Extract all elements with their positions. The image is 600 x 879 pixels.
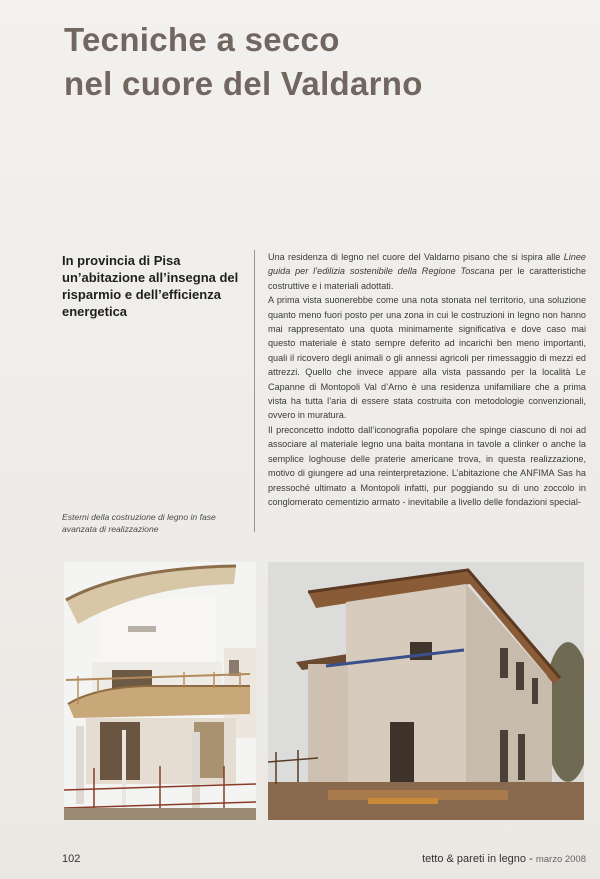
footer-separator: - [526, 853, 536, 865]
house-balcony-illustration [64, 562, 256, 820]
body-paragraph-1 [268, 250, 586, 293]
magazine-name: tetto & pareti in legno [422, 853, 527, 865]
p1-text-b: per le caratteristiche costruttive e i materiali adottati. [268, 266, 586, 291]
page-number: 102 [62, 853, 81, 865]
p1-text-a: Una residenza di legno nel cuore del Valdarno pisano che si ispira alle [268, 252, 564, 262]
photo-caption: Esterni della costruzione di legno in fase avanzata di realizzazione [62, 512, 216, 534]
body-paragraph-3: Il preconcetto indotto dall’iconografia popolare che spinge ciascuno di noi ad associare al materiale legno una baita montana in tavole a clinker o anche la semplice loghouse delle praterie americane trova, in questa realizzazione, motivo di giungere ad una reinterpretazione. L’abitazione che ANFIMA Sas ha pressoché ultimato a Montopoli infatti, pur poggiando su di uno zoccolo in conglomerato cementizio armato - inevitabile a livello delle fondazioni special- [268, 424, 586, 507]
p1-italic-reference: Linee guida per l’edilizia sostenibile della Regione Toscana [268, 252, 586, 277]
issue-date: marzo 2008 [535, 854, 586, 865]
magazine-footer [422, 853, 586, 865]
photo-house-balcony [64, 562, 256, 820]
column-divider [254, 250, 255, 532]
article-body [268, 250, 586, 509]
article-subtitle: In provincia di Pisa un’abitazione all’insegna del risparmio e dell’efficienza energetica [62, 253, 239, 319]
photo-house-front [268, 562, 584, 820]
house-front-illustration [268, 562, 584, 820]
title-line-2: nel cuore del Valdarno [64, 65, 423, 102]
article-title [64, 18, 423, 106]
body-paragraph-2: A prima vista suonerebbe come una nota stonata nel territorio, una soluzione quanto meno fuori posto per una zona in cui le costruzioni in legno non hanno mai rappresentato una quota minimamente significativa e dove caso mai questo materiale è stato sempre deferito ad incarichi ben meno importanti, quali il ricovero degli animali o gli annessi agricoli per rimessaggio di mezzi ed attrezzi. Quello che invece appare alla vista passando per la località Le Capanne di Montopoli Val d’Arno è una residenza unifamiliare che a prima vista ha tutta l’aria di essere stata costruita con metodologie convenzionali, ovvero in muratura. [268, 295, 586, 421]
title-line-1: Tecniche a secco [64, 21, 340, 58]
